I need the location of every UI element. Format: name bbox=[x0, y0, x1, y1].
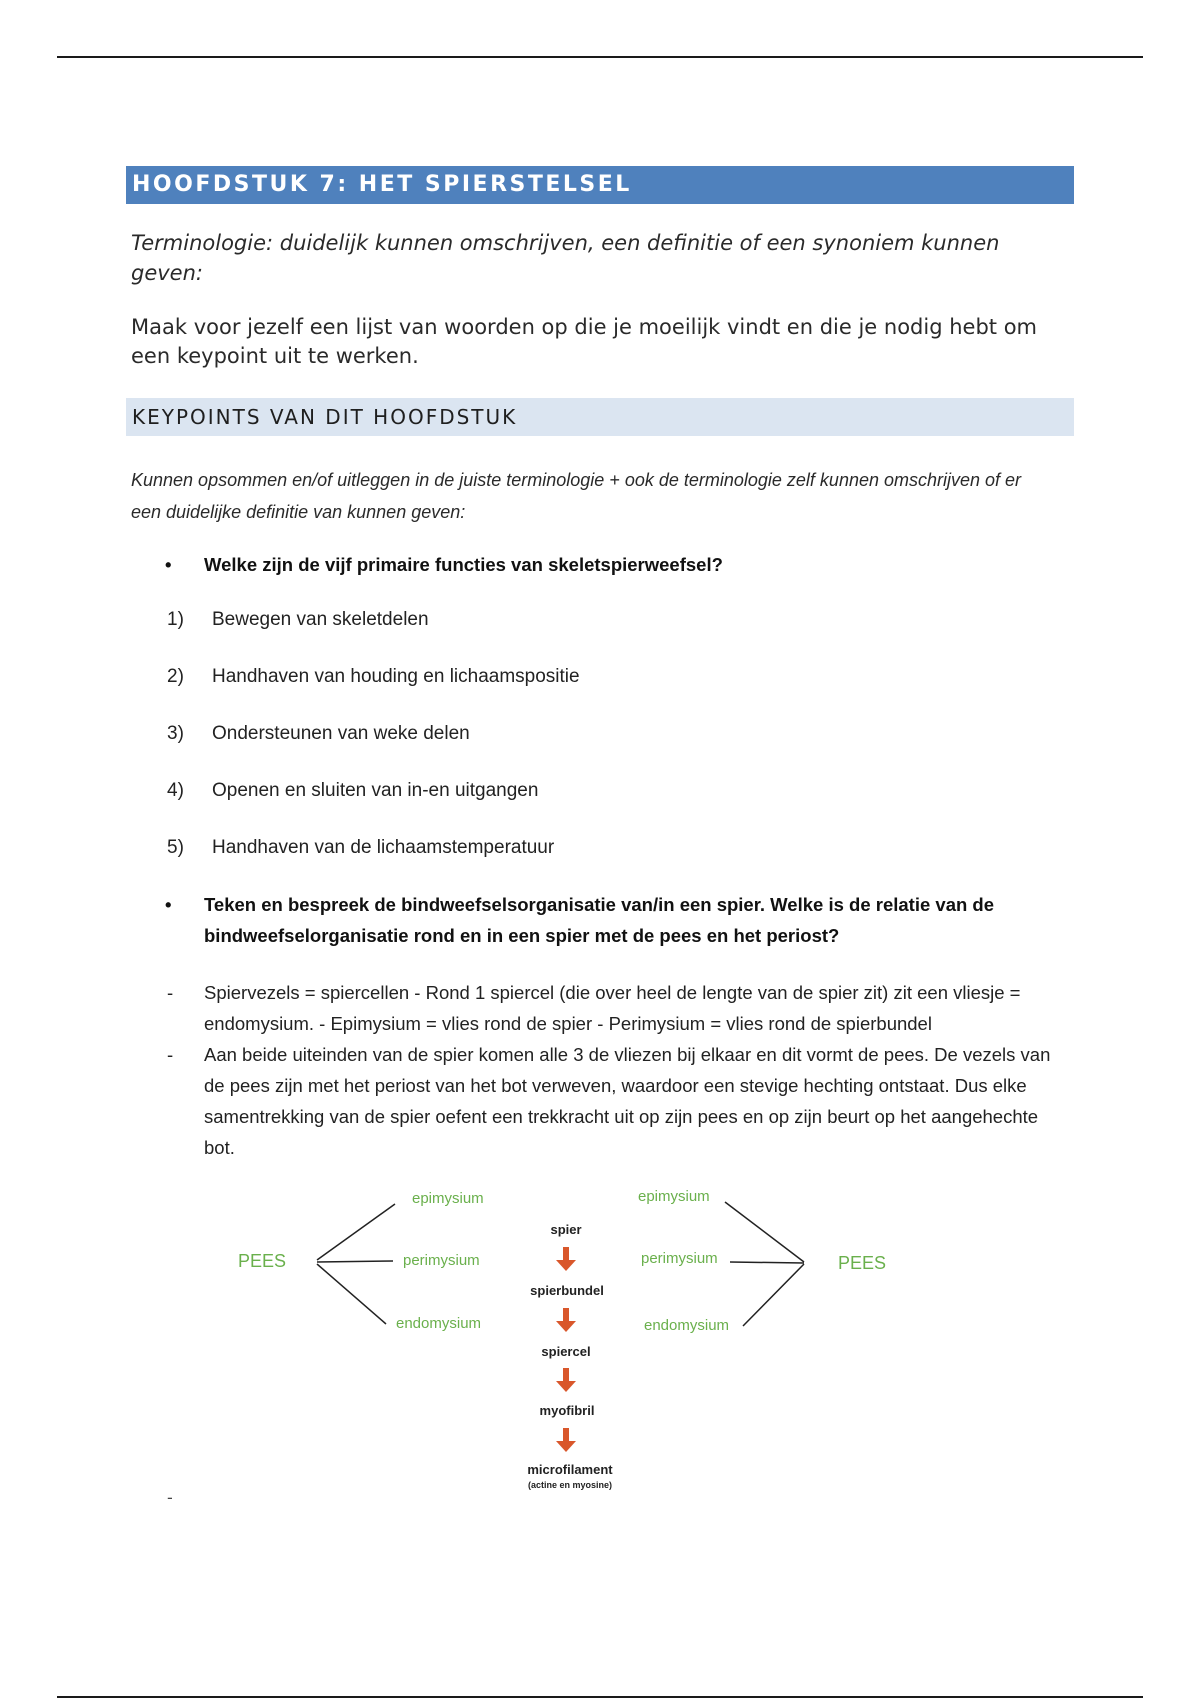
list-item-number: 3) bbox=[167, 723, 184, 744]
bullet-dot: • bbox=[165, 894, 172, 915]
down-arrow-icon bbox=[556, 1381, 576, 1392]
list-item-text: Ondersteunen van weke delen bbox=[212, 723, 470, 744]
perimysium-right-label: perimysium bbox=[641, 1250, 718, 1267]
terminology-intro: Terminologie: duidelijk kunnen omschrijven, een definitie of een synoniem kunnen geven: bbox=[131, 231, 1000, 285]
connector-line bbox=[317, 1204, 395, 1260]
endomysium-left-label: endomysium bbox=[396, 1315, 482, 1332]
answer-text: Spiervezels = spiercellen - Rond 1 spiercel (die over heel de lengte van de spier zit) zit een vliesje = endomysium. - Epimysium = vlies rond de spier - Perimysium = vlies rond de spierbundel bbox=[204, 982, 1021, 1034]
dash-marker: - bbox=[167, 1044, 174, 1065]
down-arrow-shaft bbox=[563, 1368, 569, 1382]
chain-step: spierbundel bbox=[530, 1283, 604, 1298]
list-item-text: Handhaven van de lichaamstemperatuur bbox=[212, 837, 555, 858]
chain-step: spier bbox=[550, 1222, 582, 1237]
epimysium-right-label: epimysium bbox=[638, 1188, 710, 1205]
down-arrow-icon bbox=[556, 1321, 576, 1332]
down-arrow-shaft bbox=[563, 1428, 569, 1442]
keypoints-lead: Kunnen opsommen en/of uitleggen in de juiste terminologie + ook de terminologie zelf kunnen omschrijven of er een duidelijke definitie van kunnen geven: bbox=[131, 470, 1022, 522]
connector-line bbox=[317, 1264, 386, 1324]
connector-line bbox=[730, 1262, 804, 1263]
perimysium-left-label: perimysium bbox=[403, 1252, 480, 1269]
answer-text: Aan beide uiteinden van de spier komen alle 3 de vliezen bij elkaar en dit vormt de pees. De vezels van de pees zijn met het periost van het bot verweven, waardoor een stevige hechting ontstaat. Dus elke samentrekking van de spier oefent een trekkracht uit op zijn pees en op zijn beurt op het aangehechte bot. bbox=[204, 1044, 1051, 1158]
chain-note: (actine en myosine) bbox=[527, 1480, 613, 1490]
bullet-dot: • bbox=[165, 554, 172, 575]
connector-line bbox=[743, 1264, 804, 1326]
top-rule bbox=[57, 56, 1143, 58]
list-item-text: Bewegen van skeletdelen bbox=[212, 609, 429, 630]
connector-line bbox=[317, 1261, 393, 1262]
list-item-text: Openen en sluiten van in-en uitgangen bbox=[212, 780, 539, 801]
list-item-text: Handhaven van houding en lichaamspositie bbox=[212, 666, 580, 687]
chapter-heading: HOOFDSTUK 7: HET SPIERSTELSEL bbox=[126, 166, 1074, 204]
empty-dash-marker: - bbox=[167, 1488, 173, 1507]
epimysium-left-label: epimysium bbox=[412, 1190, 484, 1207]
bottom-rule bbox=[57, 1696, 1143, 1698]
question-1-text: Welke zijn de vijf primaire functies van skeletspierweefsel? bbox=[204, 554, 723, 575]
down-arrow-icon bbox=[556, 1441, 576, 1452]
keypoints-heading: KEYPOINTS VAN DIT HOOFDSTUK bbox=[126, 398, 1074, 436]
pees-left-label: PEES bbox=[238, 1251, 287, 1271]
question-2-text: Teken en bespreek de bindweefselsorganisatie van/in een spier. Welke is de relatie van de bindweefselorganisatie rond en in een spier met de pees en het periost? bbox=[204, 894, 995, 946]
down-arrow-icon bbox=[556, 1260, 576, 1271]
pees-right-label: PEES bbox=[838, 1253, 887, 1273]
endomysium-right-label: endomysium bbox=[644, 1317, 730, 1334]
list-item-number: 1) bbox=[167, 609, 184, 630]
connector-line bbox=[725, 1202, 804, 1262]
chain-step: microfilament bbox=[527, 1462, 613, 1477]
chain-step: spiercel bbox=[541, 1344, 591, 1359]
down-arrow-shaft bbox=[563, 1247, 569, 1261]
chain-step: myofibril bbox=[539, 1403, 595, 1418]
down-arrow-shaft bbox=[563, 1308, 569, 1322]
dash-marker: - bbox=[167, 982, 174, 1003]
list-item-number: 5) bbox=[167, 837, 184, 858]
word-list-instruction: Maak voor jezelf een lijst van woorden op die je moeilijk vindt en die je nodig hebt om een keypoint uit te werken. bbox=[131, 315, 1038, 368]
list-item-number: 2) bbox=[167, 666, 184, 687]
list-item-number: 4) bbox=[167, 780, 184, 801]
connective-tissue-diagram bbox=[200, 1180, 920, 1500]
